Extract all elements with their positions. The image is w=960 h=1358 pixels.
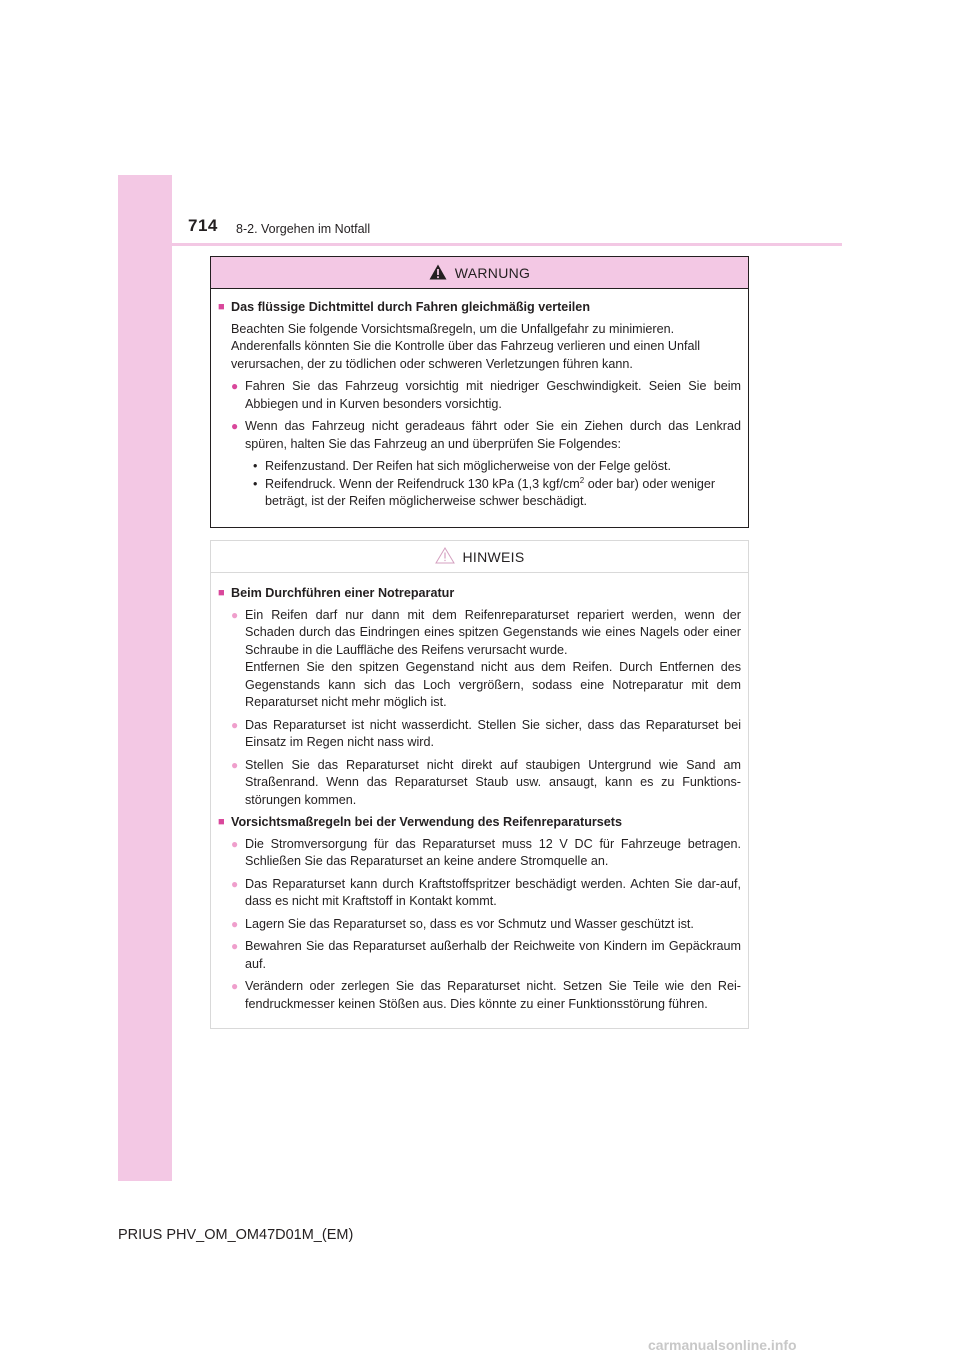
- list-item-text: Bewahren Sie das Reparaturset außerhalb der Reichweite von Kindern im Gepäckraum auf.: [245, 939, 741, 971]
- dot-bullet-icon: •: [253, 476, 258, 491]
- list-item-paragraph: Ein Reifen darf nur dann mit dem Reifenreparaturset repariert werden, wenn der Schaden durch das Eindringen eines spitzen Gegenstands wie eines Nagels oder einer Schraube in die Lauffläche des Reifens verursacht wurde.: [245, 607, 741, 657]
- sub-item-text: [265, 476, 741, 511]
- circle-bullet-icon: ●: [231, 379, 239, 393]
- notice-box: [210, 540, 749, 1029]
- list-item-text: Verändern oder zerlegen Sie das Reparaturset nicht. Setzen Sie Teile wie den Rei-fendruckmesser keinen Stößen aus. Dies könnte zu einer Funktionsstörung führen.: [245, 979, 741, 1011]
- circle-bullet-icon: ●: [231, 717, 239, 732]
- notice-title: HINWEIS: [462, 548, 525, 565]
- warning-header: [211, 257, 748, 289]
- warning-box: [210, 256, 749, 528]
- circle-bullet-icon: ●: [231, 757, 239, 772]
- notice-heading-text: Beim Durchführen einer Notreparatur: [231, 586, 455, 600]
- list-item: [218, 916, 741, 934]
- notice-triangle-icon: [435, 547, 455, 564]
- warning-triangle-icon: [429, 264, 447, 280]
- side-band: [118, 175, 172, 1181]
- warning-intro: Beachten Sie folgende Vorsichtsmaßregeln, um die Unfallgefahr zu minimieren. Anderenfalls könnten Sie die Kontrolle über das Fahrzeug verlieren und einen Unfall verursachen, der zu tödlichen oder schweren Verletzungen führen kann.: [231, 321, 701, 371]
- sub-item: [253, 476, 741, 511]
- sub-list: [218, 458, 741, 511]
- circle-bullet-icon: ●: [231, 916, 239, 931]
- list-item: [218, 607, 741, 712]
- notice-heading-1: [218, 585, 741, 603]
- list-item-paragraph: Entfernen Sie den spitzen Gegenstand nicht aus dem Reifen. Durch Entfernen des Gegenstands kann sich das Loch vergrößern, sodass eine Notreparatur mit dem Reparaturset nicht mehr möglich ist.: [245, 660, 741, 709]
- list-item-text: Das Reparaturset kann durch Kraftstoffspritzer beschädigt werden. Achten Sie dar-auf, dass es nicht mit Kraftstoff in Kontakt kommt.: [245, 876, 741, 908]
- list-item: [218, 378, 741, 413]
- list-item-text: Das Reparaturset ist nicht wasserdicht. Stellen Sie sicher, dass das Reparaturset bei Einsatz im Regen nicht nass wird.: [245, 717, 741, 749]
- circle-bullet-icon: ●: [231, 836, 239, 851]
- dot-bullet-icon: •: [253, 459, 258, 473]
- list-item: [218, 938, 741, 973]
- sub-item-text-part: Reifendruck. Wenn der Reifendruck 130 kPa (1,3 kgf/cm: [265, 476, 580, 491]
- warning-heading-text: Das flüssige Dichtmittel durch Fahren gleichmäßig verteilen: [231, 300, 591, 314]
- list-item-text: Lagern Sie das Reparaturset so, dass es vor Schmutz und Wasser geschützt ist.: [245, 916, 694, 931]
- list-item: [218, 418, 741, 453]
- sub-item: [253, 458, 741, 476]
- circle-bullet-icon: ●: [231, 419, 239, 433]
- square-bullet-icon: ■: [218, 301, 225, 313]
- list-item: [218, 978, 741, 1013]
- list-item: [218, 876, 741, 911]
- list-item-text: Wenn das Fahrzeug nicht geradeaus fährt oder Sie ein Ziehen durch das Lenkrad spüren, halten Sie das Fahrzeug an und überprüfen Sie Folgendes:: [245, 419, 741, 451]
- circle-bullet-icon: ●: [231, 939, 239, 953]
- sub-item-text: Reifenzustand. Der Reifen hat sich möglicherweise von der Felge gelöst.: [265, 459, 672, 473]
- page-number: 714: [188, 216, 218, 235]
- document-code: PRIUS PHV_OM_OM47D01M_(EM): [118, 1227, 354, 1243]
- notice-heading-text: Vorsichtsmaßregeln bei der Verwendung des Reifenreparatursets: [231, 815, 622, 829]
- warning-body: [211, 289, 748, 511]
- circle-bullet-icon: ●: [231, 979, 239, 993]
- superscript: 2: [579, 475, 585, 485]
- warning-heading: [218, 299, 741, 317]
- list-item-text: [245, 607, 741, 712]
- notice-header: [211, 541, 748, 573]
- circle-bullet-icon: ●: [231, 876, 239, 891]
- notice-heading-2: [218, 814, 741, 832]
- circle-bullet-icon: ●: [231, 607, 239, 622]
- warning-title: WARNUNG: [454, 264, 531, 281]
- list-item-text: Fahren Sie das Fahrzeug vorsichtig mit niedriger Geschwindigkeit. Seien Sie beim Abbiegen und in Kurven besonders vorsichtig.: [245, 379, 741, 411]
- header-rule: [172, 243, 842, 246]
- list-item: [218, 757, 741, 810]
- list-item-text: Stellen Sie das Reparaturset nicht direkt auf staubigen Untergrund wie Sand am Straßenrand. Wenn das Reparaturset Staub usw. ansaugt, kann es zu Funktions-störungen kommen.: [245, 757, 741, 807]
- list-item: [218, 717, 741, 752]
- watermark: carmanualsonline.info: [648, 1337, 797, 1353]
- list-item-text: Die Stromversorgung für das Reparaturset muss 12 V DC für Fahrzeuge betragen. Schließen Sie das Reparaturset an keine andere Stromquelle an.: [245, 836, 741, 868]
- square-bullet-icon: ■: [218, 587, 225, 599]
- square-bullet-icon: ■: [218, 816, 225, 828]
- notice-body: [211, 573, 748, 1013]
- section-title: 8-2. Vorgehen im Notfall: [236, 222, 371, 236]
- list-item: [218, 836, 741, 871]
- sub-item-text-part: oder bar) oder weniger beträgt, ist der Reifen möglicherweise schwer beschädigt.: [265, 476, 716, 508]
